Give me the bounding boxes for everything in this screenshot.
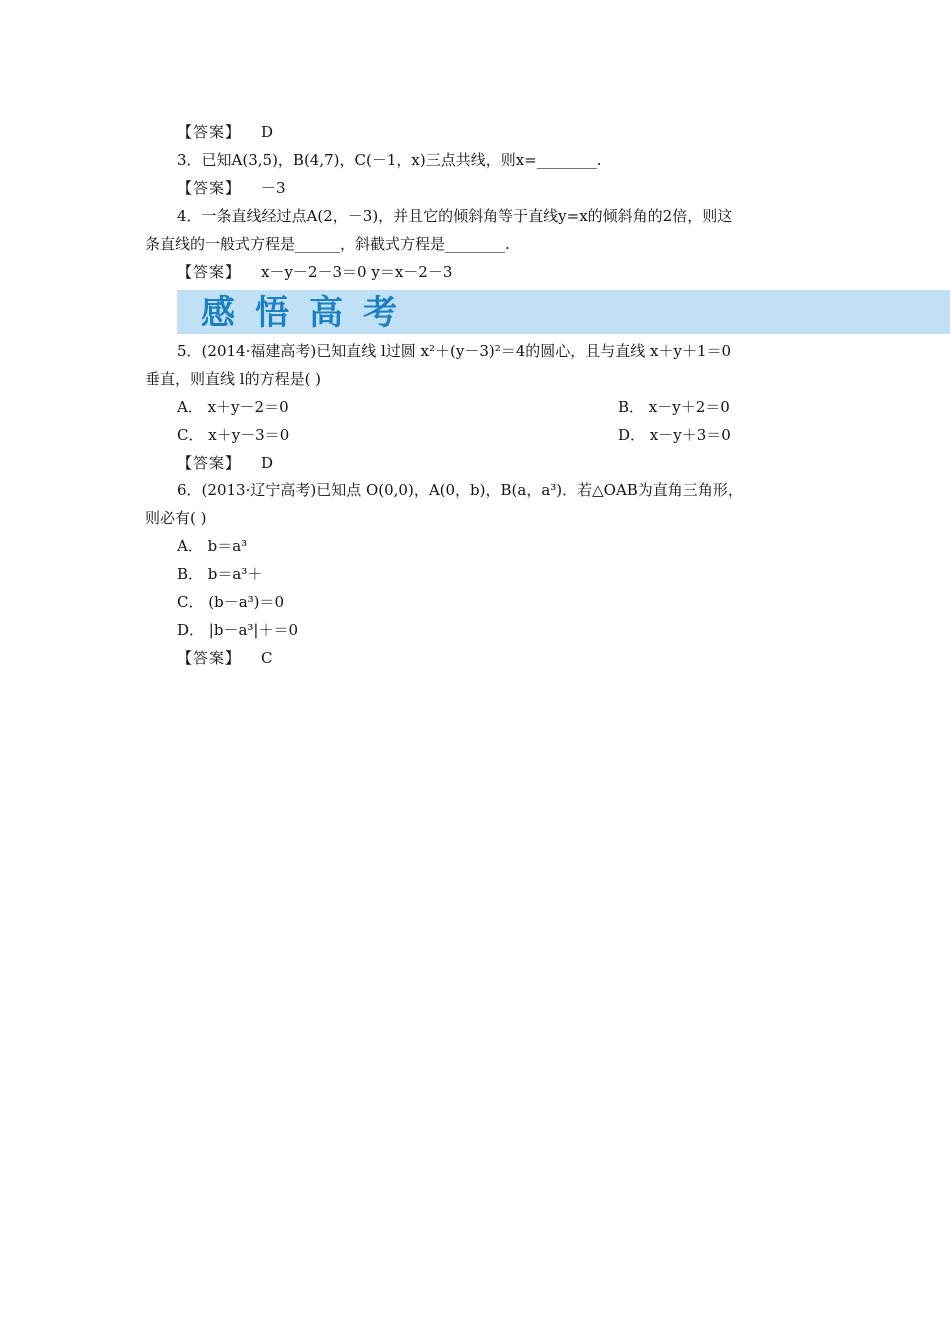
question-4-line-2: 条直线的一般式方程是______，斜截式方程是________. — [145, 235, 510, 253]
answer-tag: 【答案】 — [177, 123, 242, 141]
option-b: B． x－y＋2＝0 — [618, 398, 730, 416]
answer-line-6 — [177, 647, 273, 669]
question-5-options-row-2 — [177, 424, 877, 446]
answer-line-4 — [177, 261, 452, 283]
question-4-line-1: 4．一条直线经过点A(2，－3)，并且它的倾斜角等于直线y=x的倾斜角的2倍，则这 — [177, 207, 733, 225]
answer-tag: 【答案】 — [177, 454, 242, 472]
answer-line-3 — [177, 177, 286, 199]
option-c: C． x＋y－3＝0 — [177, 426, 290, 444]
question-6-line-1: 6．(2013·辽宁高考)已知点 O(0,0)，A(0，b)，B(a，a³)．若△OAB为直角三角形， — [177, 481, 743, 499]
answer-value: －3 — [261, 179, 286, 197]
answer-value: C — [261, 649, 273, 667]
answer-value: D — [261, 123, 274, 141]
question-6-option-c: C． (b－a³)＝0 — [177, 593, 285, 611]
answer-value: x－y－2－3＝0 y＝x－2－3 — [261, 263, 453, 281]
option-d: D． x－y＋3＝0 — [618, 426, 731, 444]
question-6-option-a: A． b＝a³ — [177, 537, 248, 555]
answer-line-5 — [177, 452, 273, 474]
question-5-line-1: 5．(2014·福建高考)已知直线 l过圆 x²＋(y－3)²＝4的圆心，且与直线 x＋y＋1＝0 — [177, 342, 732, 360]
section-banner-title: 感悟高考 — [201, 293, 417, 333]
answer-tag: 【答案】 — [177, 649, 242, 667]
question-6-option-d: D． |b－a³|＋＝0 — [177, 621, 299, 639]
question-3: 3．已知A(3,5)，B(4,7)，C(－1，x)三点共线，则x=________. — [177, 151, 602, 169]
question-5-line-2: 垂直，则直线 l的方程是( ) — [145, 370, 322, 388]
question-5-options-row-1 — [177, 396, 877, 418]
option-a: A． x＋y－2＝0 — [177, 398, 289, 416]
section-banner — [177, 290, 950, 334]
answer-line-prev — [177, 121, 273, 143]
question-6-line-2: 则必有( ) — [145, 509, 207, 527]
question-6-option-b: B． b＝a³＋ — [177, 565, 263, 583]
answer-value: D — [261, 454, 274, 472]
answer-tag: 【答案】 — [177, 263, 242, 281]
answer-tag: 【答案】 — [177, 179, 242, 197]
